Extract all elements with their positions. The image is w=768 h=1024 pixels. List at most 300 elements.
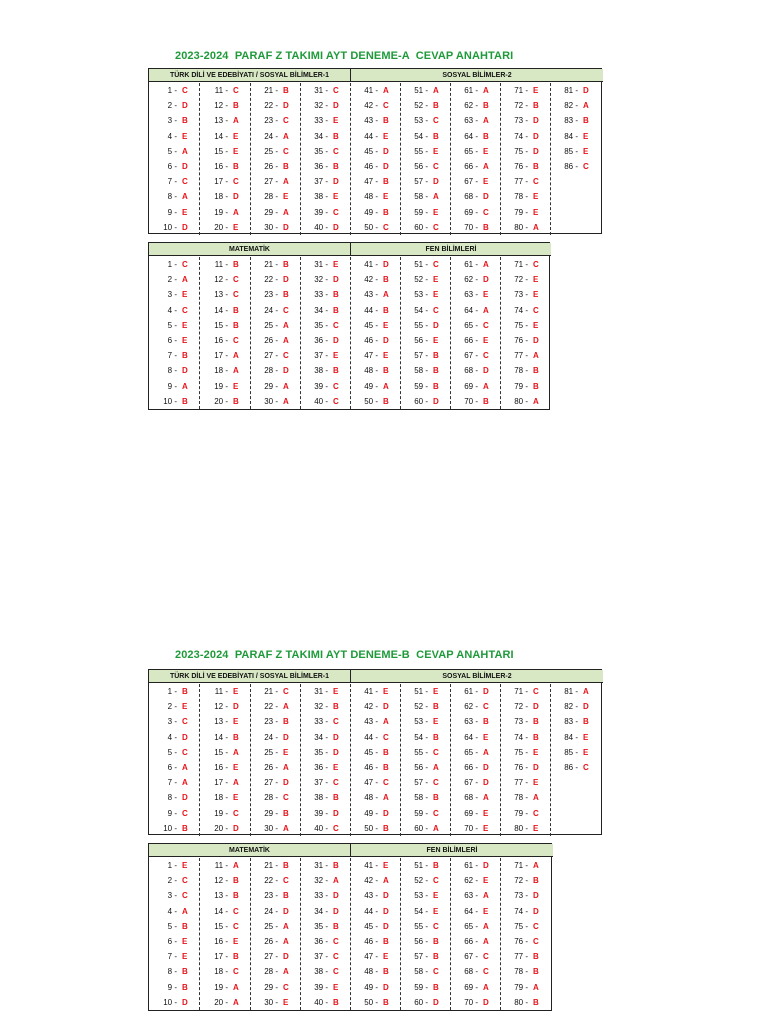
answer-letter: B <box>233 305 239 315</box>
answer-row <box>250 174 300 189</box>
answer-letter: C <box>333 207 339 217</box>
answer-row <box>350 257 400 272</box>
answer-row <box>400 98 450 113</box>
section-header: TÜRK DİLİ VE EDEBİYATI / SOSYAL BİLİMLER-1 <box>149 670 351 683</box>
section-header: MATEMATİK <box>149 243 351 256</box>
answer-letter: C <box>433 778 439 788</box>
question-number: 11 - <box>214 86 228 95</box>
answer-row <box>200 363 250 378</box>
answer-letter: C <box>333 396 339 406</box>
question-number: 47 - <box>364 177 378 187</box>
answer-letter: A <box>583 101 589 111</box>
question-number: 78 - <box>514 967 528 977</box>
answer-row <box>500 220 550 235</box>
answer-row <box>200 348 250 363</box>
question-number: 35 - <box>314 146 328 156</box>
question-number: 60 - <box>414 222 428 232</box>
question-number: 19 - <box>214 207 228 217</box>
question-number: 45 - <box>364 921 378 931</box>
answer-letter: D <box>583 702 589 712</box>
answer-row <box>149 904 199 919</box>
answer-letter: C <box>233 177 239 187</box>
answer-letter: C <box>233 967 239 977</box>
answer-column <box>450 83 501 235</box>
answer-column <box>450 257 501 409</box>
answer-letter: B <box>433 936 439 946</box>
answer-row <box>500 98 550 113</box>
answer-letter: B <box>182 982 188 992</box>
answer-row <box>300 980 350 995</box>
question-number: 13 - <box>214 116 228 126</box>
answer-letter: B <box>533 876 539 886</box>
question-number: 52 - <box>414 101 428 111</box>
answer-letter: B <box>583 717 589 727</box>
answer-letter: C <box>233 86 239 95</box>
answer-row <box>450 287 500 302</box>
question-number: 22 - <box>264 876 278 886</box>
answer-letter: B <box>333 702 339 712</box>
question-number: 48 - <box>364 366 378 376</box>
question-number: 40 - <box>314 396 328 406</box>
answer-letter: E <box>233 687 239 696</box>
answer-row <box>149 858 199 873</box>
answer-row <box>300 83 350 98</box>
answer-row <box>300 205 350 220</box>
question-number: 5 - <box>167 921 177 931</box>
answer-letter: D <box>283 732 289 742</box>
question-number: 7 - <box>167 351 177 361</box>
answer-letter: C <box>533 305 539 315</box>
question-number: 42 - <box>364 275 378 285</box>
answer-letter: B <box>533 732 539 742</box>
answer-letter: B <box>533 366 539 376</box>
answer-letter: D <box>383 891 389 901</box>
question-number: 55 - <box>414 146 428 156</box>
answer-row <box>200 934 250 949</box>
answer-row <box>149 98 199 113</box>
question-number: 57 - <box>414 351 428 361</box>
answer-letter: A <box>533 861 539 870</box>
answer-letter: B <box>333 997 339 1007</box>
question-number: 31 - <box>314 687 328 696</box>
question-number: 80 - <box>514 222 528 232</box>
answer-row <box>149 949 199 964</box>
answer-letter: B <box>182 921 188 931</box>
answer-letter: E <box>233 936 239 946</box>
answer-letter: B <box>233 732 239 742</box>
question-number: 66 - <box>464 335 478 345</box>
answer-row <box>450 745 500 760</box>
question-number: 32 - <box>314 876 328 886</box>
answer-letter: B <box>333 161 339 171</box>
answer-row <box>450 919 500 934</box>
answer-row <box>149 333 199 348</box>
question-number: 71 - <box>514 687 528 696</box>
answer-letter: B <box>283 86 289 95</box>
question-number: 60 - <box>414 396 428 406</box>
question-number: 23 - <box>264 717 278 727</box>
answer-row <box>550 745 600 760</box>
answer-letter: D <box>333 808 339 818</box>
question-number: 26 - <box>264 936 278 946</box>
answer-letter: B <box>233 891 239 901</box>
answer-row <box>400 287 450 302</box>
answer-row <box>400 189 450 204</box>
answer-row <box>350 858 400 873</box>
answer-letter: B <box>533 101 539 111</box>
answer-row <box>400 144 450 159</box>
question-number: 62 - <box>464 876 478 886</box>
answer-letter: A <box>283 823 289 833</box>
answer-row <box>400 83 450 98</box>
answer-row <box>450 980 500 995</box>
answer-letter: E <box>483 808 489 818</box>
question-number: 70 - <box>464 396 478 406</box>
question-number: 49 - <box>364 808 378 818</box>
question-number: 78 - <box>514 366 528 376</box>
answer-row <box>450 379 500 394</box>
answer-row <box>450 205 500 220</box>
answer-row <box>350 699 400 714</box>
answer-letter: A <box>233 982 239 992</box>
answer-row <box>450 790 500 805</box>
answer-letter: D <box>233 192 239 202</box>
answer-row <box>500 745 550 760</box>
answer-row <box>350 995 400 1010</box>
question-number: 79 - <box>514 381 528 391</box>
answer-letter: B <box>283 717 289 727</box>
question-number: 66 - <box>464 936 478 946</box>
question-number: 70 - <box>464 823 478 833</box>
answer-row <box>450 888 500 903</box>
answer-letter: C <box>533 177 539 187</box>
answer-row <box>300 287 350 302</box>
answer-letter: D <box>433 997 439 1007</box>
answer-letter: D <box>383 702 389 712</box>
answer-column <box>500 83 551 235</box>
question-number: 76 - <box>514 161 528 171</box>
question-number: 67 - <box>464 177 478 187</box>
answer-row <box>500 333 550 348</box>
answer-letter: A <box>283 921 289 931</box>
answer-row <box>350 303 400 318</box>
answer-letter: C <box>283 876 289 886</box>
answer-letter: E <box>483 177 489 187</box>
question-number: 35 - <box>314 921 328 931</box>
answer-letter: A <box>182 906 188 916</box>
question-number: 14 - <box>214 305 228 315</box>
answer-row <box>450 995 500 1010</box>
answer-row <box>300 257 350 272</box>
question-number: 85 - <box>564 146 578 156</box>
answer-letter: B <box>182 396 188 406</box>
answer-row <box>350 287 400 302</box>
answer-row <box>400 129 450 144</box>
answer-row <box>200 745 250 760</box>
answer-row <box>400 964 450 979</box>
answer-letter: C <box>533 936 539 946</box>
question-number: 32 - <box>314 702 328 712</box>
answer-row <box>550 129 600 144</box>
answer-letter: B <box>383 396 389 406</box>
answer-table-tde-sosyal <box>148 669 602 835</box>
answer-row <box>250 949 300 964</box>
answer-letter: A <box>283 967 289 977</box>
answer-row <box>149 821 199 836</box>
answer-letter: C <box>333 86 339 95</box>
answer-letter: D <box>533 116 539 126</box>
answer-row <box>350 806 400 821</box>
answer-letter: A <box>433 192 439 202</box>
answer-row <box>250 873 300 888</box>
question-number: 51 - <box>414 687 428 696</box>
answer-row <box>149 699 199 714</box>
answer-letter: B <box>383 275 389 285</box>
answer-row <box>400 760 450 775</box>
question-number: 52 - <box>414 275 428 285</box>
answer-row <box>350 934 400 949</box>
question-number: 68 - <box>464 192 478 202</box>
question-number: 12 - <box>214 876 228 886</box>
question-number: 81 - <box>564 687 578 696</box>
answer-letter: E <box>233 762 239 772</box>
question-number: 16 - <box>214 161 228 171</box>
answer-letter: E <box>433 207 439 217</box>
sheet-title: 2023-2024 PARAF Z TAKIMI AYT DENEME-B CEVAP ANAHTARI <box>175 649 514 661</box>
answer-letter: D <box>283 275 289 285</box>
answer-row <box>400 873 450 888</box>
answer-row <box>149 964 199 979</box>
answer-row <box>350 159 400 174</box>
answer-letter: C <box>483 320 489 330</box>
question-number: 43 - <box>364 290 378 300</box>
answer-letter: C <box>483 967 489 977</box>
answer-letter: A <box>283 335 289 345</box>
question-number: 71 - <box>514 861 528 870</box>
answer-letter: E <box>333 192 339 202</box>
answer-letter: D <box>383 146 389 156</box>
answer-row <box>300 888 350 903</box>
answer-letter: E <box>433 891 439 901</box>
question-number: 46 - <box>364 762 378 772</box>
question-number: 41 - <box>364 687 378 696</box>
question-number: 66 - <box>464 762 478 772</box>
answer-letter: C <box>233 906 239 916</box>
answer-letter: D <box>333 891 339 901</box>
answer-row <box>250 363 300 378</box>
question-number: 57 - <box>414 177 428 187</box>
answer-row <box>149 363 199 378</box>
question-number: 49 - <box>364 207 378 217</box>
question-number: 67 - <box>464 952 478 962</box>
answer-letter: D <box>182 997 188 1007</box>
answer-letter: C <box>483 207 489 217</box>
answer-row <box>500 189 550 204</box>
question-number: 69 - <box>464 982 478 992</box>
answer-row <box>149 394 199 409</box>
answer-letter: B <box>383 967 389 977</box>
answer-column <box>550 684 600 775</box>
answer-letter: D <box>333 732 339 742</box>
answer-letter: D <box>483 861 489 870</box>
question-number: 55 - <box>414 921 428 931</box>
answer-row <box>250 699 300 714</box>
answer-row <box>500 964 550 979</box>
answer-letter: D <box>283 366 289 376</box>
answer-column <box>550 83 600 174</box>
answer-row <box>400 684 450 699</box>
answer-row <box>500 174 550 189</box>
answer-row <box>149 303 199 318</box>
question-number: 27 - <box>264 778 278 788</box>
answer-row <box>149 379 199 394</box>
answer-letter: D <box>533 906 539 916</box>
answer-letter: E <box>233 146 239 156</box>
question-number: 15 - <box>214 921 228 931</box>
question-number: 37 - <box>314 177 328 187</box>
answer-row <box>300 730 350 745</box>
answer-row <box>250 113 300 128</box>
answer-row <box>250 919 300 934</box>
answer-row <box>400 888 450 903</box>
answer-letter: D <box>483 366 489 376</box>
question-number: 72 - <box>514 702 528 712</box>
answer-letter: A <box>283 381 289 391</box>
question-number: 59 - <box>414 207 428 217</box>
answer-row <box>350 980 400 995</box>
answer-letter: A <box>233 997 239 1007</box>
question-number: 62 - <box>464 101 478 111</box>
answer-letter: B <box>433 101 439 111</box>
question-number: 76 - <box>514 936 528 946</box>
question-number: 31 - <box>314 86 328 95</box>
answer-column <box>300 83 351 235</box>
answer-column <box>200 684 251 836</box>
question-number: 6 - <box>167 936 177 946</box>
answer-letter: B <box>383 936 389 946</box>
answer-letter: D <box>182 161 188 171</box>
answer-row <box>400 303 450 318</box>
answer-letter: B <box>182 116 188 126</box>
question-number: 28 - <box>264 967 278 977</box>
answer-row <box>149 806 199 821</box>
answer-letter: C <box>383 222 389 232</box>
question-number: 20 - <box>214 823 228 833</box>
answer-row <box>500 775 550 790</box>
answer-row <box>400 904 450 919</box>
answer-row <box>250 934 300 949</box>
question-number: 50 - <box>364 997 378 1007</box>
answer-letter: E <box>182 320 188 330</box>
answer-column <box>500 858 550 1010</box>
question-number: 10 - <box>163 997 177 1007</box>
answer-row <box>350 919 400 934</box>
answer-letter: D <box>483 275 489 285</box>
answer-row <box>200 949 250 964</box>
question-number: 14 - <box>214 131 228 141</box>
question-number: 4 - <box>167 305 177 315</box>
answer-row <box>200 806 250 821</box>
answer-letter: E <box>583 747 589 757</box>
answer-letter: E <box>383 687 389 696</box>
question-number: 40 - <box>314 222 328 232</box>
question-number: 8 - <box>167 192 177 202</box>
answer-letter: A <box>182 762 188 772</box>
answer-letter: C <box>433 222 439 232</box>
answer-row <box>400 745 450 760</box>
section-header: MATEMATİK <box>149 844 351 857</box>
answer-row <box>350 790 400 805</box>
question-number: 36 - <box>314 762 328 772</box>
answer-row <box>350 318 400 333</box>
answer-row <box>450 858 500 873</box>
answer-row <box>400 806 450 821</box>
question-number: 61 - <box>464 86 478 95</box>
answer-letter: D <box>283 222 289 232</box>
answer-letter: A <box>483 161 489 171</box>
answer-letter: A <box>483 921 489 931</box>
answer-row <box>200 220 250 235</box>
answer-row <box>149 287 199 302</box>
question-number: 23 - <box>264 290 278 300</box>
answer-row <box>500 205 550 220</box>
answer-letter: C <box>433 747 439 757</box>
sheet-title: 2023-2024 PARAF Z TAKIMI AYT DENEME-A CEVAP ANAHTARI <box>175 50 514 62</box>
answer-row <box>400 220 450 235</box>
answer-letter: A <box>533 222 539 232</box>
question-number: 19 - <box>214 982 228 992</box>
question-number: 84 - <box>564 732 578 742</box>
answer-row <box>400 272 450 287</box>
answer-letter: A <box>233 116 239 126</box>
answer-row <box>300 995 350 1010</box>
answer-letter: E <box>433 687 439 696</box>
question-number: 2 - <box>167 876 177 886</box>
question-number: 49 - <box>364 982 378 992</box>
answer-row <box>300 745 350 760</box>
answer-row <box>300 394 350 409</box>
answer-row <box>200 888 250 903</box>
answer-letter: E <box>483 823 489 833</box>
question-number: 39 - <box>314 982 328 992</box>
answer-letter: C <box>383 101 389 111</box>
answer-row <box>350 348 400 363</box>
answer-row <box>450 699 500 714</box>
answer-row <box>500 714 550 729</box>
question-number: 9 - <box>167 808 177 818</box>
answer-row <box>500 934 550 949</box>
answer-letter: E <box>383 131 389 141</box>
question-number: 6 - <box>167 335 177 345</box>
answer-letter: C <box>433 305 439 315</box>
answer-letter: A <box>283 396 289 406</box>
question-number: 47 - <box>364 778 378 788</box>
answer-letter: D <box>533 891 539 901</box>
answer-column <box>500 257 550 409</box>
answer-row <box>450 806 500 821</box>
answer-row <box>400 699 450 714</box>
answer-letter: A <box>483 793 489 803</box>
question-number: 11 - <box>214 687 228 696</box>
answer-letter: A <box>383 290 389 300</box>
question-number: 77 - <box>514 351 528 361</box>
answer-row <box>350 379 400 394</box>
answer-letter: C <box>233 290 239 300</box>
answer-letter: E <box>433 335 439 345</box>
answer-row <box>500 806 550 821</box>
answer-letter: A <box>182 275 188 285</box>
answer-row <box>400 949 450 964</box>
